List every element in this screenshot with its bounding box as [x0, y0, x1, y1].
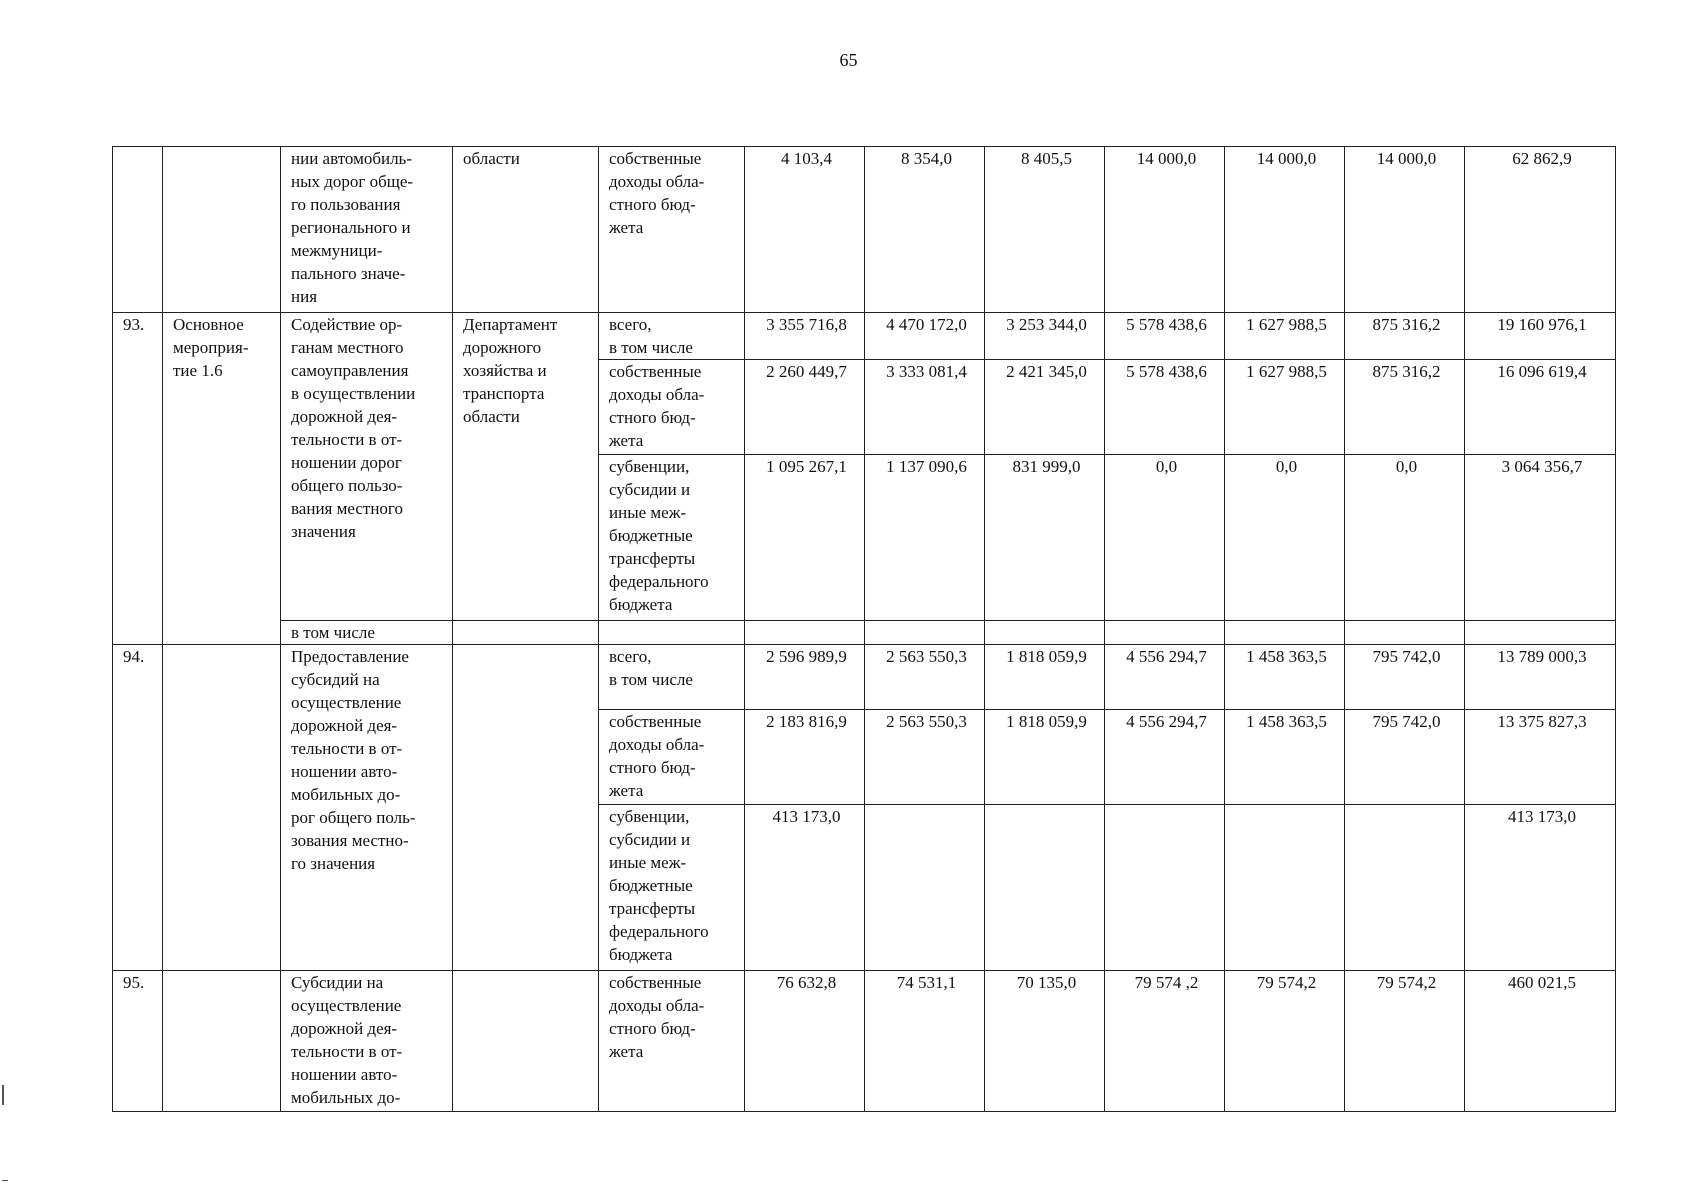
event-type-cell	[163, 971, 281, 1112]
empty-cell	[985, 621, 1105, 645]
value-cell: 79 574,2	[1345, 971, 1465, 1112]
budget-table	[112, 146, 1616, 1112]
value-cell: 795 742,0	[1345, 710, 1465, 805]
table-row	[113, 971, 1616, 1112]
event-type-cell	[163, 147, 281, 313]
cell-text-line: дорожной дея-	[291, 716, 398, 735]
value-cell: 1 627 988,5	[1225, 313, 1345, 360]
cell-text-line: тие 1.6	[173, 361, 223, 380]
value-cell	[865, 805, 985, 971]
row-index-cell: 95.	[113, 971, 163, 1112]
cell-text-line: федерального	[609, 572, 709, 591]
value-cell: 1 818 059,9	[985, 710, 1105, 805]
funding-source-cell	[599, 805, 745, 971]
funding-source-cell	[599, 313, 745, 360]
row-index-cell	[113, 147, 163, 313]
cell-text-line: ношении авто-	[291, 1065, 398, 1084]
value-cell: 3 355 716,8	[745, 313, 865, 360]
empty-cell	[865, 621, 985, 645]
row-index-cell: 94.	[113, 645, 163, 971]
funding-source-cell	[599, 147, 745, 313]
total-cell: 13 789 000,3	[1465, 645, 1616, 710]
value-cell: 0,0	[1225, 455, 1345, 621]
value-cell: 1 458 363,5	[1225, 710, 1345, 805]
value-cell: 0,0	[1345, 455, 1465, 621]
cell-text-line: доходы обла-	[609, 385, 705, 404]
value-cell	[1345, 805, 1465, 971]
event-name-cell	[281, 645, 453, 971]
table-row	[113, 147, 1616, 313]
cell-text-line: мероприя-	[173, 338, 249, 357]
value-cell: 1 458 363,5	[1225, 645, 1345, 710]
value-cell: 76 632,8	[745, 971, 865, 1112]
responsible-org-cell	[453, 313, 599, 621]
cell-text-line: вания местного	[291, 499, 403, 518]
page-number: 65	[839, 50, 858, 70]
value-cell: 2 183 816,9	[745, 710, 865, 805]
value-cell: 4 556 294,7	[1105, 645, 1225, 710]
cell-text-line: иные меж-	[609, 853, 687, 872]
cell-text-line: ных дорог обще-	[291, 172, 414, 191]
event-name-cell	[281, 971, 453, 1112]
value-cell: 74 531,1	[865, 971, 985, 1112]
cell-text-line: осуществление	[291, 996, 402, 1015]
cell-text-line: тельности в от-	[291, 1042, 403, 1061]
value-cell: 2 563 550,3	[865, 645, 985, 710]
event-type-cell	[163, 313, 281, 645]
value-cell: 875 316,2	[1345, 313, 1465, 360]
cell-text-line: Предоставление	[291, 647, 409, 666]
cell-text-line: зования местно-	[291, 831, 409, 850]
cell-text-line: го пользования	[291, 195, 401, 214]
funding-source-cell	[599, 710, 745, 805]
cell-text-line: ния	[291, 287, 318, 306]
row-index-cell: 93.	[113, 313, 163, 645]
cell-text-line: собственные	[609, 149, 702, 168]
cell-text-line: собственные	[609, 973, 702, 992]
value-cell: 0,0	[1105, 455, 1225, 621]
table-row	[113, 313, 1616, 360]
empty-cell	[1105, 621, 1225, 645]
empty-cell	[453, 621, 599, 645]
empty-cell	[745, 621, 865, 645]
cell-text-line: жета	[609, 1042, 644, 1061]
cell-text-line: межмуници-	[291, 241, 383, 260]
cell-text-line: тельности в от-	[291, 739, 403, 758]
value-cell: 875 316,2	[1345, 360, 1465, 455]
value-cell: 5 578 438,6	[1105, 360, 1225, 455]
value-cell: 4 556 294,7	[1105, 710, 1225, 805]
cell-text-line: трансферты	[609, 549, 696, 568]
cell-text-line: ношении авто-	[291, 762, 398, 781]
cell-text-line: в осуществлении	[291, 384, 416, 403]
value-cell: 4 103,4	[745, 147, 865, 313]
cell-text-line: бюджета	[609, 595, 673, 614]
responsible-org-cell	[453, 147, 599, 313]
cell-text-line: трансферты	[609, 899, 696, 918]
value-cell: 14 000,0	[1105, 147, 1225, 313]
cell-text-line: мобильных до-	[291, 785, 401, 804]
value-cell: 70 135,0	[985, 971, 1105, 1112]
cell-text-line: всего,	[609, 315, 652, 334]
cell-text-line: дорожной дея-	[291, 1019, 398, 1038]
cell-text-line: Основное	[173, 315, 244, 334]
cell-text-line: стного бюд-	[609, 758, 696, 777]
value-cell: 831 999,0	[985, 455, 1105, 621]
cell-text-line: бюджетные	[609, 526, 693, 545]
empty-cell	[1465, 621, 1616, 645]
cell-text-line: регионального и	[291, 218, 411, 237]
event-name-cell	[281, 313, 453, 621]
value-cell: 79 574,2	[1225, 971, 1345, 1112]
table-row	[113, 645, 1616, 710]
cell-text-line: в том числе	[609, 338, 693, 357]
cell-text-line: тельности в от-	[291, 430, 403, 449]
total-cell: 16 096 619,4	[1465, 360, 1616, 455]
cell-text-line: осуществление	[291, 693, 402, 712]
total-cell: 62 862,9	[1465, 147, 1616, 313]
value-cell: 79 574 ,2	[1105, 971, 1225, 1112]
cell-text-line: транспорта	[463, 384, 545, 403]
cell-text-line: мобильных до-	[291, 1088, 401, 1107]
value-cell: 795 742,0	[1345, 645, 1465, 710]
value-cell: 2 563 550,3	[865, 710, 985, 805]
cell-text-line: субвенции,	[609, 807, 690, 826]
cell-text-line: Субсидии на	[291, 973, 384, 992]
empty-cell	[1225, 621, 1345, 645]
cell-text-line: в том числе	[609, 670, 693, 689]
funding-source-cell	[599, 971, 745, 1112]
cell-text-line: доходы обла-	[609, 735, 705, 754]
cell-text-line: нии автомобиль-	[291, 149, 412, 168]
cell-text-line: собственные	[609, 712, 702, 731]
cell-text-line: доходы обла-	[609, 172, 705, 191]
cell-text-line: области	[463, 149, 520, 168]
cell-text-line: субсидии и	[609, 480, 691, 499]
cell-text-line: стного бюд-	[609, 1019, 696, 1038]
cell-text-line: хозяйства и	[463, 361, 547, 380]
total-cell: 413 173,0	[1465, 805, 1616, 971]
cell-text-line: субвенции,	[609, 457, 690, 476]
cell-text-line: ношении дорог	[291, 453, 402, 472]
cell-text-line: бюджета	[609, 945, 673, 964]
value-cell: 2 596 989,9	[745, 645, 865, 710]
responsible-org-cell	[453, 645, 599, 971]
cell-text-line: субсидий на	[291, 670, 380, 689]
scan-mark	[2, 1180, 8, 1181]
cell-text-line: пального значе-	[291, 264, 406, 283]
scan-mark	[2, 1085, 4, 1105]
value-cell: 4 470 172,0	[865, 313, 985, 360]
cell-text-line: всего,	[609, 647, 652, 666]
value-cell	[985, 805, 1105, 971]
table-row	[113, 621, 1616, 645]
cell-text-line: значения	[291, 522, 356, 541]
cell-text-line: доходы обла-	[609, 996, 705, 1015]
responsible-org-cell	[453, 971, 599, 1112]
cell-text-line: ганам местного	[291, 338, 404, 357]
event-name-cell	[281, 147, 453, 313]
including-label-cell: в том числе	[281, 621, 453, 645]
cell-text-line: области	[463, 407, 520, 426]
cell-text-line: бюджетные	[609, 876, 693, 895]
total-cell: 19 160 976,1	[1465, 313, 1616, 360]
funding-source-cell	[599, 645, 745, 710]
funding-source-cell	[599, 360, 745, 455]
value-cell	[1105, 805, 1225, 971]
value-cell: 413 173,0	[745, 805, 865, 971]
cell-text-line: жета	[609, 781, 644, 800]
cell-text-line: Департамент	[463, 315, 558, 334]
cell-text-line: субсидии и	[609, 830, 691, 849]
cell-text-line: федерального	[609, 922, 709, 941]
value-cell: 8 405,5	[985, 147, 1105, 313]
total-cell: 460 021,5	[1465, 971, 1616, 1112]
value-cell: 1 095 267,1	[745, 455, 865, 621]
cell-text-line: Содействие ор-	[291, 315, 403, 334]
event-type-cell	[163, 645, 281, 971]
cell-text-line: самоуправления	[291, 361, 409, 380]
cell-text-line: жета	[609, 431, 644, 450]
total-cell: 13 375 827,3	[1465, 710, 1616, 805]
empty-cell	[599, 621, 745, 645]
value-cell: 1 137 090,6	[865, 455, 985, 621]
empty-cell	[1345, 621, 1465, 645]
value-cell: 1 627 988,5	[1225, 360, 1345, 455]
cell-text-line: рог общего поль-	[291, 808, 416, 827]
total-cell: 3 064 356,7	[1465, 455, 1616, 621]
cell-text-line: го значения	[291, 854, 376, 873]
cell-text-line: иные меж-	[609, 503, 687, 522]
value-cell: 2 260 449,7	[745, 360, 865, 455]
cell-text-line: общего пользо-	[291, 476, 403, 495]
cell-text-line: дорожного	[463, 338, 542, 357]
value-cell: 1 818 059,9	[985, 645, 1105, 710]
value-cell: 14 000,0	[1225, 147, 1345, 313]
value-cell: 3 253 344,0	[985, 313, 1105, 360]
cell-text-line: дорожной дея-	[291, 407, 398, 426]
value-cell: 3 333 081,4	[865, 360, 985, 455]
cell-text-line: собственные	[609, 362, 702, 381]
value-cell: 14 000,0	[1345, 147, 1465, 313]
value-cell: 5 578 438,6	[1105, 313, 1225, 360]
value-cell	[1225, 805, 1345, 971]
cell-text-line: жета	[609, 218, 644, 237]
value-cell: 8 354,0	[865, 147, 985, 313]
funding-source-cell	[599, 455, 745, 621]
cell-text-line: стного бюд-	[609, 195, 696, 214]
value-cell: 2 421 345,0	[985, 360, 1105, 455]
cell-text-line: стного бюд-	[609, 408, 696, 427]
